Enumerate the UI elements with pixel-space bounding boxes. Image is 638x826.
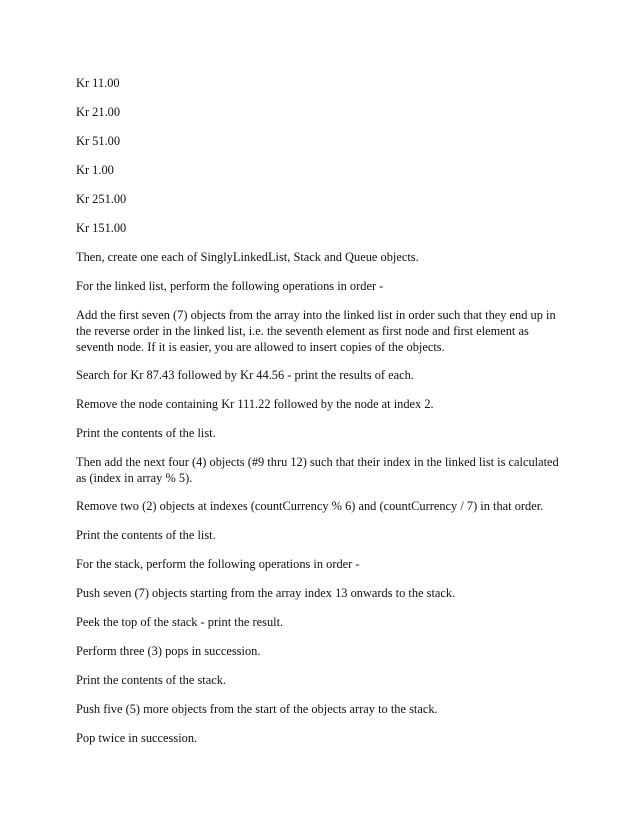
- print-list-paragraph: Print the contents of the list.: [76, 426, 216, 440]
- push-five-paragraph: Push five (5) more objects from the start of the objects array to the stack.: [76, 702, 438, 716]
- search-paragraph: Search for Kr 87.43 followed by Kr 44.56 - print the results of each.: [76, 368, 414, 382]
- paragraph-line: the reverse order in the linked list, i.e. the seventh element as first node and first element as: [76, 324, 529, 338]
- stack-intro-paragraph: For the stack, perform the following operations in order -: [76, 557, 360, 571]
- price-line: Kr 151.00: [76, 221, 127, 235]
- paragraph-line: seventh node. If it is easier, you are allowed to insert copies of the objects.: [76, 340, 445, 354]
- paragraph-line: as (index in array % 5).: [76, 471, 193, 485]
- remove-node-paragraph: Remove the node containing Kr 111.22 followed by the node at index 2.: [76, 397, 434, 411]
- price-line: Kr 21.00: [76, 105, 121, 119]
- price-line: Kr 51.00: [76, 134, 121, 148]
- price-line: Kr 251.00: [76, 192, 127, 206]
- price-line: Kr 11.00: [76, 76, 120, 90]
- print-stack-paragraph: Print the contents of the stack.: [76, 673, 227, 687]
- price-line: Kr 1.00: [76, 163, 114, 177]
- peek-paragraph: Peek the top of the stack - print the result.: [76, 615, 284, 629]
- pops-paragraph: Perform three (3) pops in succession.: [76, 644, 261, 658]
- remove-two-paragraph: Remove two (2) objects at indexes (countCurrency % 6) and (countCurrency / 7) in that order.: [76, 499, 544, 513]
- print-list-paragraph: Print the contents of the list.: [76, 528, 216, 542]
- paragraph-line: Add the first seven (7) objects from the array into the linked list in order such that they end up in: [76, 308, 556, 322]
- push-seven-paragraph: Push seven (7) objects starting from the array index 13 onwards to the stack.: [76, 586, 456, 600]
- paragraph-line: Then add the next four (4) objects (#9 thru 12) such that their index in the linked list is calculated: [76, 455, 559, 469]
- linked-list-intro-paragraph: For the linked list, perform the following operations in order -: [76, 279, 384, 293]
- create-objects-paragraph: Then, create one each of SinglyLinkedList, Stack and Queue objects.: [76, 250, 419, 264]
- pop-twice-paragraph: Pop twice in succession.: [76, 731, 198, 745]
